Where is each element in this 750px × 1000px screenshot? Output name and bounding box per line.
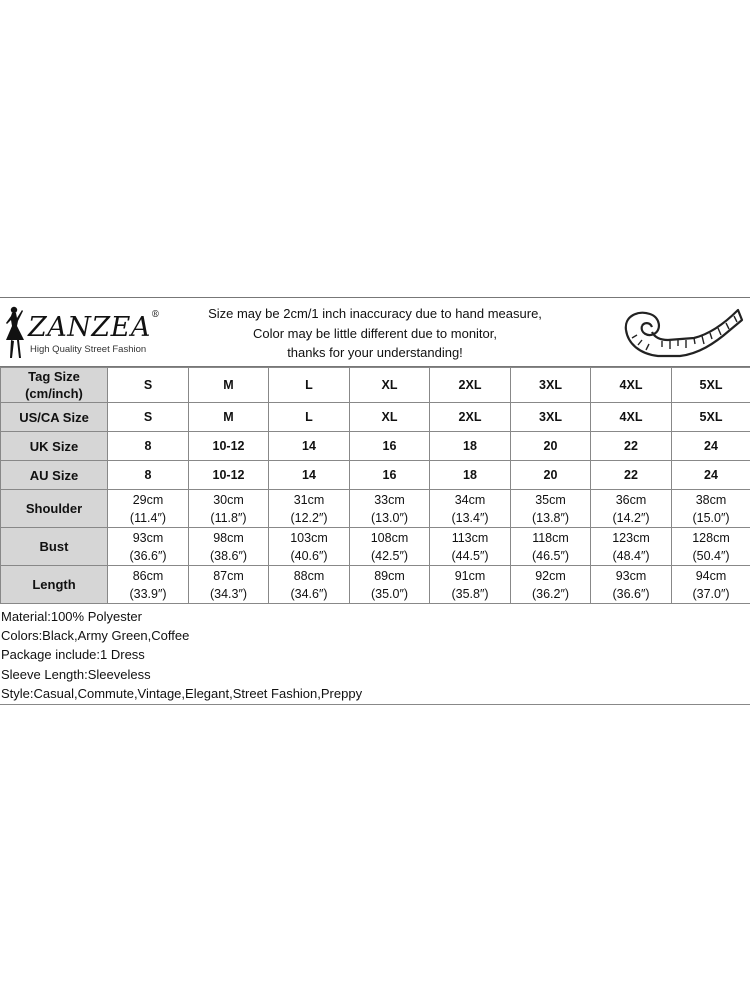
fashion-model-icon	[2, 304, 28, 360]
table-row	[1, 528, 750, 566]
inch-value: (13.4″)	[451, 510, 489, 525]
table-cell	[511, 490, 591, 528]
cm-value: 118cm	[532, 530, 569, 545]
table-cell	[430, 528, 511, 566]
table-cell	[108, 566, 189, 604]
table-cell	[189, 528, 269, 566]
table-cell: XL	[350, 403, 430, 432]
info-colors: Colors:Black,Army Green,Coffee	[1, 628, 190, 644]
table-row	[1, 490, 750, 528]
table-cell: 4XL	[591, 368, 672, 403]
table-cell	[430, 490, 511, 528]
table-cell: 14	[269, 432, 350, 461]
table-row	[1, 461, 750, 490]
cm-value: 108cm	[370, 530, 409, 545]
row-header: Tag Size (cm/inch)	[1, 368, 108, 403]
cm-value: 86cm	[132, 568, 164, 583]
inch-value: (50.4″)	[692, 548, 730, 563]
inch-value: (34.6″)	[290, 586, 328, 601]
table-cell	[350, 566, 430, 604]
inch-value: (36.2″)	[531, 586, 570, 601]
table-cell	[430, 566, 511, 604]
inch-value: (11.8″)	[210, 510, 247, 525]
table-cell	[672, 528, 750, 566]
info-sleeve-length: Sleeve Length:Sleeveless	[1, 666, 151, 682]
table-cell	[591, 566, 672, 604]
table-cell: 20	[511, 461, 591, 490]
cm-value: 31cm	[293, 492, 325, 507]
inch-value: (12.2″)	[290, 510, 328, 525]
table-cell: 4XL	[591, 403, 672, 432]
table-cell: 10-12	[189, 432, 269, 461]
cm-value: 89cm	[374, 568, 405, 583]
size-chart-header	[0, 297, 750, 367]
table-cell	[269, 566, 350, 604]
row-header: UK Size	[1, 432, 108, 461]
cm-value: 29cm	[132, 492, 164, 507]
brand-name: ZANZEA®	[28, 310, 161, 343]
table-cell	[189, 490, 269, 528]
inch-value: (11.4″)	[129, 510, 167, 525]
table-row	[1, 403, 750, 432]
row-header: Length	[1, 566, 108, 604]
table-cell	[350, 490, 430, 528]
table-cell: 2XL	[430, 368, 511, 403]
notice-line: thanks for your understanding!	[287, 345, 463, 360]
brand-tagline: High Quality Street Fashion	[30, 344, 147, 355]
inch-value: (37.0″)	[692, 586, 730, 601]
table-cell: 3XL	[511, 403, 591, 432]
inch-value: (44.5″)	[451, 548, 489, 563]
row-header: Bust	[1, 528, 108, 566]
table-cell: 5XL	[672, 368, 750, 403]
inch-value: (36.6″)	[612, 586, 650, 601]
inch-value: (48.4″)	[612, 548, 650, 563]
table-cell: 24	[672, 432, 750, 461]
info-package: Package include:1 Dress	[1, 647, 145, 663]
table-cell: M	[189, 403, 269, 432]
inch-value: (36.6″)	[129, 548, 167, 563]
table-cell: 22	[591, 432, 672, 461]
table-row	[1, 368, 750, 403]
cm-value: 93cm	[615, 568, 647, 583]
table-cell: S	[108, 368, 189, 403]
cm-value: 33cm	[374, 492, 405, 507]
inch-value: (14.2″)	[612, 510, 650, 525]
table-cell	[511, 528, 591, 566]
table-cell	[189, 566, 269, 604]
table-cell	[350, 528, 430, 566]
info-style: Style:Casual,Commute,Vintage,Elegant,Street Fashion,Preppy	[1, 685, 363, 701]
inch-value: (34.3″)	[209, 586, 248, 601]
table-cell: 8	[108, 461, 189, 490]
cm-value: 30cm	[213, 492, 244, 507]
cm-value: 128cm	[692, 530, 730, 545]
notice-line: Color may be little different due to monitor,	[253, 325, 497, 341]
table-cell	[108, 490, 189, 528]
table-cell	[269, 528, 350, 566]
table-cell	[672, 490, 750, 528]
table-cell: L	[269, 403, 350, 432]
cm-value: 91cm	[454, 568, 486, 583]
size-table	[0, 367, 750, 604]
table-cell: XL	[350, 368, 430, 403]
cm-value: 38cm	[695, 492, 727, 507]
cm-value: 88cm	[293, 568, 325, 583]
inch-value: (15.0″)	[692, 510, 730, 525]
table-cell: 5XL	[672, 403, 750, 432]
cm-value: 36cm	[615, 492, 647, 507]
table-cell: 22	[591, 461, 672, 490]
cm-value: 94cm	[695, 568, 727, 583]
inch-value: (40.6″)	[290, 548, 328, 563]
table-cell: 24	[672, 461, 750, 490]
cm-value: 98cm	[213, 530, 244, 545]
cm-value: 35cm	[535, 492, 566, 507]
brand-logo	[2, 302, 161, 360]
cm-value: 92cm	[535, 568, 566, 583]
row-header: US/CA Size	[1, 403, 108, 432]
table-cell: 18	[430, 461, 511, 490]
cm-value: 93cm	[132, 530, 164, 545]
table-cell: 3XL	[511, 368, 591, 403]
table-cell: 16	[350, 461, 430, 490]
table-cell: L	[269, 368, 350, 403]
inch-value: (13.8″)	[531, 510, 570, 525]
table-cell	[108, 528, 189, 566]
inch-value: (35.8″)	[451, 586, 489, 601]
table-cell: 10-12	[189, 461, 269, 490]
notice-line: Size may be 2cm/1 inch inaccuracy due to hand measure,	[208, 306, 542, 321]
table-cell: 18	[430, 432, 511, 461]
inch-value: (13.0″)	[370, 510, 409, 525]
table-cell: 8	[108, 432, 189, 461]
table-cell	[511, 566, 591, 604]
inch-value: (35.0″)	[370, 586, 409, 601]
size-chart-sheet	[0, 297, 750, 705]
inch-value: (33.9″)	[129, 586, 167, 601]
table-cell: 20	[511, 432, 591, 461]
table-cell: 16	[350, 432, 430, 461]
table-row	[1, 432, 750, 461]
row-header: Shoulder	[1, 490, 108, 528]
table-cell	[672, 566, 750, 604]
cm-value: 34cm	[454, 492, 486, 507]
table-cell	[269, 490, 350, 528]
product-info	[0, 604, 750, 705]
cm-value: 123cm	[612, 530, 650, 545]
table-cell: 14	[269, 461, 350, 490]
table-cell: M	[189, 368, 269, 403]
table-cell	[591, 528, 672, 566]
info-material: Material:100% Polyester	[1, 609, 142, 624]
measuring-tape-icon	[618, 300, 746, 364]
row-header: AU Size	[1, 461, 108, 490]
inch-value: (46.5″)	[531, 548, 570, 563]
cm-value: 103cm	[290, 530, 328, 545]
table-cell: 2XL	[430, 403, 511, 432]
table-cell	[591, 490, 672, 528]
inch-value: (38.6″)	[209, 548, 248, 563]
cm-value: 87cm	[213, 568, 244, 583]
table-row	[1, 566, 750, 604]
cm-value: 113cm	[451, 530, 489, 545]
measurement-notice	[190, 304, 560, 363]
table-cell: S	[108, 403, 189, 432]
inch-value: (42.5″)	[370, 548, 409, 563]
